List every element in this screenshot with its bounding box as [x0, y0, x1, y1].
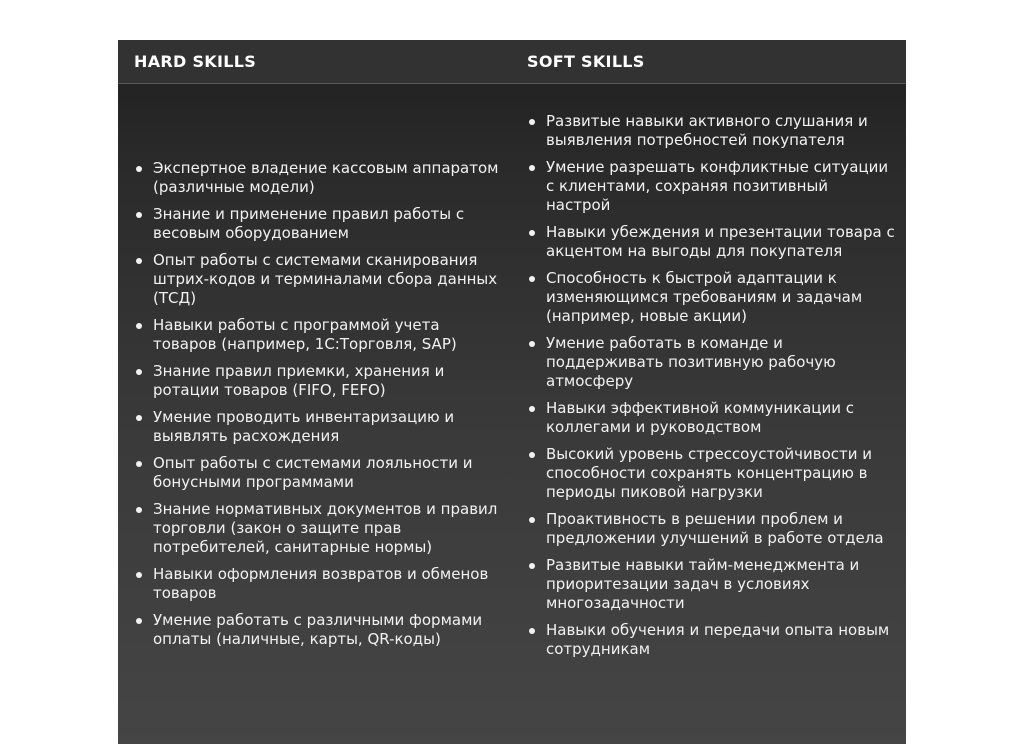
list-item: Умение работать в команде и поддерживать позитивную рабочую атмосферу [527, 334, 897, 391]
list-item: Навыки оформления возвратов и обменов товаров [134, 565, 499, 603]
list-item: Высокий уровень стрессоустойчивости и способности сохранять концентрацию в периоды пиковой нагрузки [527, 445, 897, 502]
list-item: Способность к быстрой адаптации к изменяющимся требованиям и задачам (например, новые акции) [527, 269, 897, 326]
list-item: Навыки работы с программой учета товаров (например, 1С:Торговля, SAP) [134, 316, 499, 354]
soft-skills-column [527, 112, 897, 667]
list-item: Развитые навыки тайм-менеджмента и приоритезации задач в условиях многозадачности [527, 556, 897, 613]
list-item: Умение проводить инвентаризацию и выявлять расхождения [134, 408, 499, 446]
skills-card [118, 40, 906, 744]
list-item: Знание нормативных документов и правил торговли (закон о защите прав потребителей, санитарные нормы) [134, 500, 499, 557]
list-item: Знание и применение правил работы с весовым оборудованием [134, 205, 499, 243]
hard-skills-title: HARD SKILLS [134, 52, 257, 71]
list-item: Развитые навыки активного слушания и выявления потребностей покупателя [527, 112, 897, 150]
skills-header [118, 40, 906, 84]
list-item: Опыт работы с системами лояльности и бонусными программами [134, 454, 499, 492]
list-item: Опыт работы с системами сканирования штрих-кодов и терминалами сбора данных (ТСД) [134, 251, 499, 308]
list-item: Знание правил приемки, хранения и ротации товаров (FIFO, FEFO) [134, 362, 499, 400]
list-item: Навыки обучения и передачи опыта новым сотрудникам [527, 621, 897, 659]
list-item: Проактивность в решении проблем и предложении улучшений в работе отдела [527, 510, 897, 548]
hard-skills-list [134, 159, 499, 649]
soft-skills-list [527, 112, 897, 659]
list-item: Умение работать с различными формами оплаты (наличные, карты, QR-коды) [134, 611, 499, 649]
list-item: Навыки убеждения и презентации товара с акцентом на выгоды для покупателя [527, 223, 897, 261]
list-item: Экспертное владение кассовым аппаратом (различные модели) [134, 159, 499, 197]
list-item: Умение разрешать конфликтные ситуации с клиентами, сохраняя позитивный настрой [527, 158, 897, 215]
soft-skills-title: SOFT SKILLS [527, 52, 645, 71]
hard-skills-column [134, 159, 499, 657]
list-item: Навыки эффективной коммуникации с коллегами и руководством [527, 399, 897, 437]
